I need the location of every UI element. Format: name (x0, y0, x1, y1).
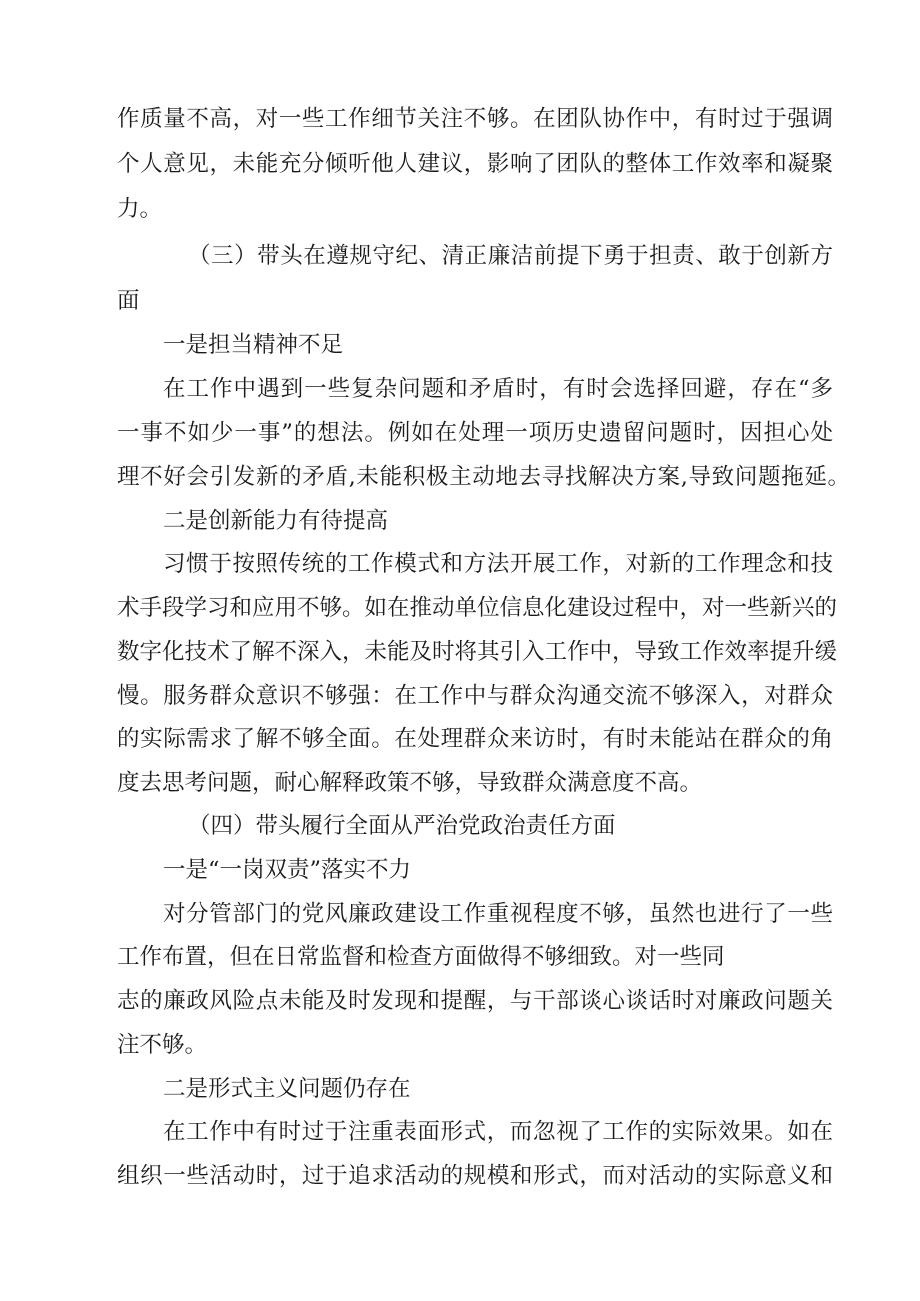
sub-heading: 一是担当精神不足 (163, 332, 344, 358)
body-line: 术手段学习和应用不够。如在推动单位信息化建设过程中，对一些新兴的 (117, 595, 838, 621)
body-line: 力。 (117, 196, 163, 222)
body-line: 慢。服务群众意识不够强：在工作中与群众沟通交流不够深入，对群众 (117, 683, 833, 709)
sub-heading: 一是“一岗双责”落实不力 (163, 857, 412, 883)
body-line: 工作布置，但在日常监督和检查方面做得不够细致。对一些同 (117, 944, 725, 970)
body-line: 作质量不高，对一些工作细节关注不够。在团队协作中，有时过于强调 (117, 106, 833, 132)
body-line: 一事不如少一事”的想法。例如在处理一项历史遗留问题时，因担心处 (117, 420, 833, 446)
sub-heading: 二是创新能力有待提高 (163, 508, 389, 534)
body-line: 注不够。 (117, 1032, 208, 1058)
section-heading: （三）带头在遵规守纪、清正廉洁前提下勇于担责、敢于创新方 (188, 243, 833, 269)
sub-heading: 二是形式主义问题仍存在 (163, 1076, 411, 1102)
body-line: 理不好会引发新的矛盾,未能积极主动地去寻找解决方案,导致问题拖延。 (117, 464, 850, 490)
body-line: 度去思考问题，耐心解释政策不够，导致群众满意度不高。 (117, 770, 703, 796)
section-heading: （四）带头履行全面从严治党政治责任方面 (188, 813, 616, 839)
body-line: 在工作中遇到一些复杂问题和矛盾时，有时会选择回避，存在“多 (163, 376, 833, 402)
body-line: 个人意见，未能充分倾听他人建议，影响了团队的整体工作效率和凝聚 (117, 151, 833, 177)
body-line: 在工作中有时过于注重表面形式，而忽视了工作的实际效果。如在 (163, 1119, 833, 1145)
body-line: 习惯于按照传统的工作模式和方法开展工作，对新的工作理念和技 (163, 551, 833, 577)
body-line: 的实际需求了解不够全面。在处理群众来访时，有时未能站在群众的角 (117, 726, 833, 752)
body-line: 组织一些活动时，过于追求活动的规模和形式，而对活动的实际意义和 (117, 1163, 833, 1189)
body-line: 志的廉政风险点未能及时发现和提醒，与干部谈心谈话时对廉政问题关 (117, 988, 833, 1014)
body-line: 数字化技术了解不深入，未能及时将其引入工作中，导致工作效率提升缓 (117, 639, 838, 665)
section-heading: 面 (117, 288, 140, 314)
body-line: 对分管部门的党风廉政建设工作重视程度不够，虽然也进行了一些 (163, 901, 833, 927)
